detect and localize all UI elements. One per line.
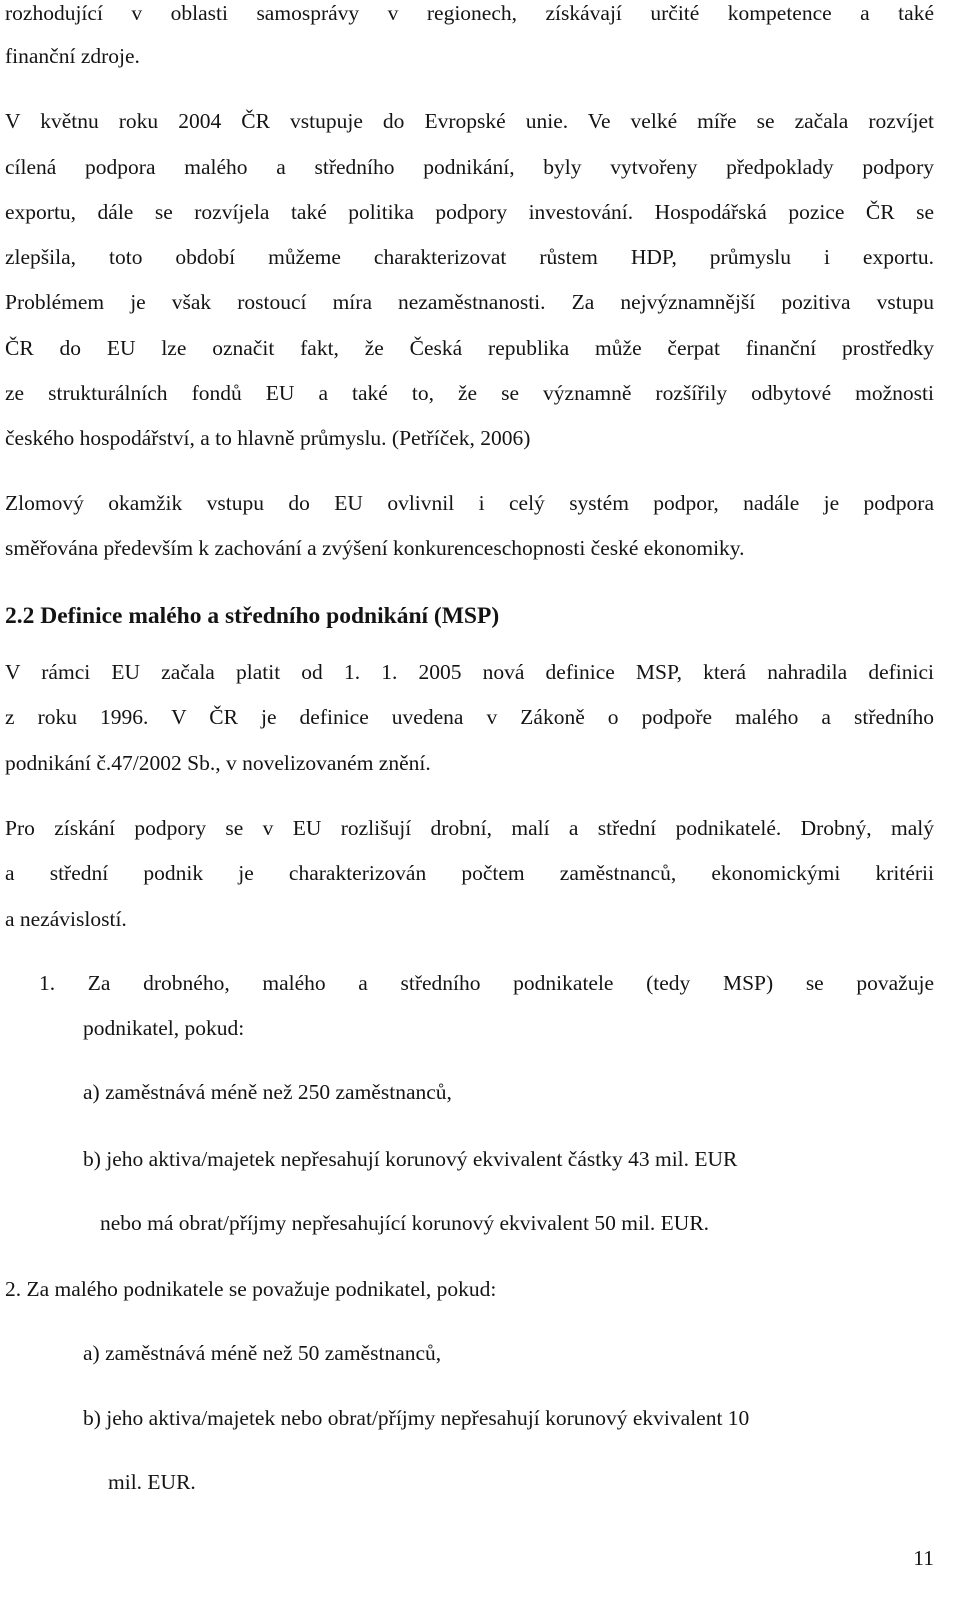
paragraph-line: Problémem je však rostoucí míra nezaměstnanosti. Za nejvýznamnější pozitiva vstupu (5, 290, 934, 314)
list-item: b) jeho aktiva/majetek nepřesahují korunový ekvivalent částky 43 mil. EUR (83, 1147, 738, 1171)
section-heading: 2.2 Definice malého a středního podnikání (MSP) (5, 603, 500, 629)
list-item-continuation: nebo má obrat/příjmy nepřesahující korunový ekvivalent 50 mil. EUR. (100, 1211, 710, 1235)
paragraph-line: a střední podnik je charakterizován počtem zaměstnanců, ekonomickými kritérii (5, 861, 934, 885)
list-item: b) jeho aktiva/majetek nebo obrat/příjmy nepřesahují korunový ekvivalent 10 (83, 1406, 750, 1430)
paragraph-line: zlepšila, toto období můžeme charakterizovat růstem HDP, průmyslu i exportu. (5, 245, 934, 269)
list-item: a) zaměstnává méně než 50 zaměstnanců, (83, 1341, 442, 1365)
paragraph-line: cílená podpora malého a středního podnikání, byly vytvořeny předpoklady podpory (5, 155, 934, 179)
list-item-intro: podnikatel, pokud: (83, 1016, 245, 1040)
list-item-continuation: mil. EUR. (108, 1470, 196, 1494)
paragraph-line: ČR do EU lze označit fakt, že Česká republika může čerpat finanční prostředky (5, 336, 934, 360)
paragraph-line: podnikání č.47/2002 Sb., v novelizovaném znění. (5, 751, 431, 775)
list-item: a) zaměstnává méně než 250 zaměstnanců, (83, 1080, 452, 1104)
page-number: 11 (913, 1546, 934, 1570)
list-item-intro: 1. Za drobného, malého a středního podnikatele (tedy MSP) se považuje (39, 971, 934, 995)
paragraph-line: Pro získání podpory se v EU rozlišují drobní, malí a střední podnikatelé. Drobný, malý (5, 816, 934, 840)
paragraph-line: Zlomový okamžik vstupu do EU ovlivnil i celý systém podpor, nadále je podpora (5, 491, 934, 515)
paragraph-line: z roku 1996. V ČR je definice uvedena v Zákoně o podpoře malého a středního (5, 705, 934, 729)
paragraph-line: finanční zdroje. (5, 44, 140, 68)
paragraph-line: ze strukturálních fondů EU a také to, že se významně rozšířily odbytové možnosti (5, 381, 934, 405)
paragraph-line: a nezávislostí. (5, 907, 127, 931)
paragraph-line: V květnu roku 2004 ČR vstupuje do Evropské unie. Ve velké míře se začala rozvíjet (5, 109, 934, 133)
paragraph-line: exportu, dále se rozvíjela také politika podpory investování. Hospodářská pozice ČR se (5, 200, 934, 224)
paragraph-line: českého hospodářství, a to hlavně průmyslu. (Petříček, 2006) (5, 426, 531, 450)
paragraph-line: směřována především k zachování a zvýšení konkurenceschopnosti české ekonomiky. (5, 536, 745, 560)
paragraph-line: V rámci EU začala platit od 1. 1. 2005 nová definice MSP, která nahradila definici (5, 660, 934, 684)
list-item-intro: 2. Za malého podnikatele se považuje podnikatel, pokud: (5, 1277, 497, 1301)
paragraph-line: rozhodující v oblasti samosprávy v regionech, získávají určité kompetence a také (5, 1, 934, 25)
